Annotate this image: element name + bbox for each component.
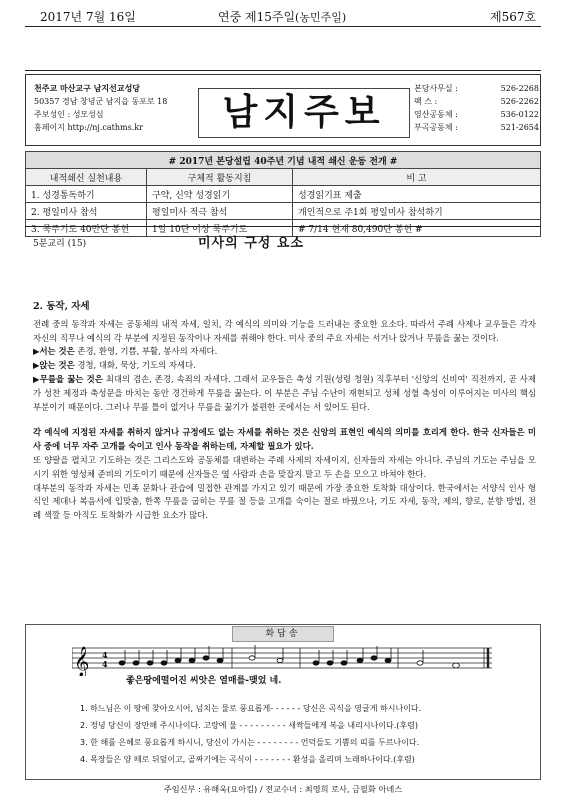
contact-value: 536-0122 xyxy=(500,110,539,119)
contact-label: 부곡공동체 : xyxy=(414,123,458,132)
table-header: 비 고 xyxy=(293,169,541,186)
psalm-verse: 2. 정녕 당신이 장만해 주시나이다. 고랑에 물 - - - - - - - - - 새싹들에게 복을 내리시나이다.(후렴) xyxy=(80,721,419,730)
table-row xyxy=(26,186,541,203)
psalm-verse: 1. 하느님은 이 땅에 찾아오시어, 넘치는 물로 풍요롭게- - - - - - 당신은 곡식을 영글게 하시나이다. xyxy=(80,704,422,713)
header-rule xyxy=(25,26,541,27)
psalm-lyric: 좋은땅에떨어진 씨앗은 열매를-맺었 네. xyxy=(126,676,282,686)
paragraph-text: 경청, 대화, 묵상, 기도의 자세다. xyxy=(74,360,196,371)
psalm-verse: 4. 목장들은 양 떼로 뒤덮이고, 골짜기에는 곡식이 - - - - - - - 환성을 올리며 노래하나이다.(후렴) xyxy=(80,755,415,764)
paragraph-text: 존경, 환영, 기쁨, 부활, 봉사의 자세다. xyxy=(74,346,218,357)
notes xyxy=(119,645,459,668)
table-cell: 1. 성경통독하기 xyxy=(26,186,147,203)
paragraph-lead: ▶서는 것은 xyxy=(33,346,75,357)
paragraph xyxy=(33,345,536,359)
masthead-rule xyxy=(25,70,541,71)
paragraph: 대부분의 동작과 자세는 민족 문화나 관습에 밀접한 관계를 가지고 있기 때문에 가장 중요한 토착화 대상이다. 한국에서는 서양식 인사 형식인 제대나 복음서에 입맞춤, 한쪽 무릎을 굽히는 무릎 절 등을 고개를 숙이는 절로 바꿨으나, 기도 자세, 동작, 제의, 향로, 분향 방법, 전례 색깔 등 아직도 토착화가 시급한 요소가 많다. xyxy=(33,482,536,521)
campaign-table xyxy=(25,151,541,237)
article-body xyxy=(33,300,536,523)
treble-clef-icon: 𝄞 xyxy=(74,647,90,676)
paragraph-lead: ▶앉는 것은 xyxy=(33,360,75,371)
paragraph-lead: ▶무릎을 꿇는 것은 xyxy=(33,373,103,384)
parish-info xyxy=(34,82,204,134)
week-name: 연중 제15주일 xyxy=(218,10,296,24)
contact-label: 팩 스 : xyxy=(414,97,438,106)
contact-row xyxy=(414,121,539,134)
table-cell: # 7/14 현재 80,490단 봉헌 # xyxy=(293,220,541,237)
contact-value: 526-2262 xyxy=(500,97,539,106)
contact-value: 521-2654 xyxy=(500,123,539,132)
table-cell: 성경읽기표 제출 xyxy=(293,186,541,203)
liturgical-week xyxy=(218,8,346,25)
psalm-verse: 3. 한 해를 은혜로 풍요롭게 하시니, 당신이 가시는 - - - - - - - - 언덕들도 기쁨의 띠를 두르나이다. xyxy=(80,738,420,747)
table-cell: 구약, 신약 성경읽기 xyxy=(147,186,293,203)
parish-patron: 주보성인 : 성모성심 xyxy=(34,110,104,119)
emphasis-text: 각 예식에 지정된 자세를 취하지 않거나 규정에도 없는 자세를 취하는 것은 신앙의 표현인 예식의 의미를 흐리게 한다. 한국 신자들은 미사 중에 너무 자주 고개를 숙이고 인사 동작을 취하는데, 자제할 필요가 있다. xyxy=(33,427,536,452)
contact-value: 526-2268 xyxy=(500,84,539,93)
table-header: 내적쇄신 실천내용 xyxy=(26,169,147,186)
table-cell: 1일 10단 이상 묵주기도 xyxy=(147,220,293,237)
footer-credits: 주임신부 : 유해욱(요아킴) / 전교수녀 : 최영희 로사, 금필화 아녜스 xyxy=(163,784,403,794)
contact-row xyxy=(414,95,539,108)
emphasis-paragraph xyxy=(33,426,536,454)
paragraph: 또 양팔을 펼치고 기도하는 것은 그리스도와 공동체를 대변하는 주례 사제의 자세이지, 신자들의 자세는 아니다. 주님의 기도는 주님을 모시기 위한 영성체 준비의 기도이기 때문에 신자들은 옆 사람과 손을 맞잡지 말고 두 손을 모으고 바쳐야 한다. xyxy=(33,454,536,479)
contact-row xyxy=(414,82,539,95)
psalm-title: 화답송 xyxy=(232,626,334,642)
paragraph-text: 최대의 겸손, 존경, 속죄의 자세다. 그래서 교우들은 축성 기원(성령 청원) 직후부터 '신앙의 신비여' 직전까지, 곧 사제가 성찬 제정과 축성문을 바치는 동안 경건하게 무릎을 꿇는다. 이 부분은 주님 수난이 재현되고 성체 성혈 축성이 이루어지는 미사의 핵심 부분이기 때문이다. 그러나 무릎 틀이 없거나 무릎을 꿇기가 불편한 곳에서는 서 있어도 된다. xyxy=(33,373,536,412)
time-signature: 4 xyxy=(102,650,108,660)
issue-number: 제567호 xyxy=(490,10,537,24)
table-cell: 개인적으로 주1회 평일미사 참석하기 xyxy=(293,203,541,220)
parish-address: 50357 경남 창녕군 남지읍 동포로 18 xyxy=(34,97,168,106)
bulletin-date: 2017년 7월 16일 xyxy=(40,10,136,24)
table-cell: 평일미사 적극 참석 xyxy=(147,203,293,220)
section-heading: 2. 동작, 자세 xyxy=(33,301,90,312)
parish-name: 천주교 마산교구 남지선교성당 xyxy=(34,83,141,93)
paragraph xyxy=(33,359,536,373)
table-cell: 3. 묵주기도 40만단 봉헌 xyxy=(26,220,147,237)
contact-list xyxy=(414,82,539,134)
week-sub: (농민주일) xyxy=(295,11,347,24)
table-header: 구체적 활동지침 xyxy=(147,169,293,186)
table-cell: 2. 평일미사 참석 xyxy=(26,203,147,220)
contact-label: 본당사무실 : xyxy=(414,84,458,93)
campaign-banner: # 2017년 본당설립 40주년 기념 내적 쇄신 운동 전개 # xyxy=(26,152,541,169)
table-row xyxy=(26,203,541,220)
time-signature: 4 xyxy=(102,659,108,669)
paragraph: 전례 중의 동작과 자세는 공동체의 내적 자세, 일치, 각 예식의 의미와 기능을 드러내는 중요한 요소다. 따라서 주례 사제나 교우들은 각자 자신의 직무나 예식의 각 부분에 지정된 동작이나 자세를 취해야 한다. 미사 중의 주요 자세는 서거나 앉거나 무릎을 꿇는 것이다. xyxy=(33,318,536,343)
paragraph xyxy=(33,373,536,414)
series-label: 5분교리 (15) xyxy=(33,239,87,249)
contact-label: 영산공동체 : xyxy=(414,110,458,119)
bulletin-title: 남지주보 xyxy=(198,88,410,138)
music-staff xyxy=(72,640,502,676)
parish-homepage[interactable]: 홈페이지 http://nj.cathms.kr xyxy=(34,123,143,132)
contact-row xyxy=(414,108,539,121)
article-title: 미사의 구성 요소 xyxy=(198,236,304,251)
section-rule xyxy=(25,226,541,227)
